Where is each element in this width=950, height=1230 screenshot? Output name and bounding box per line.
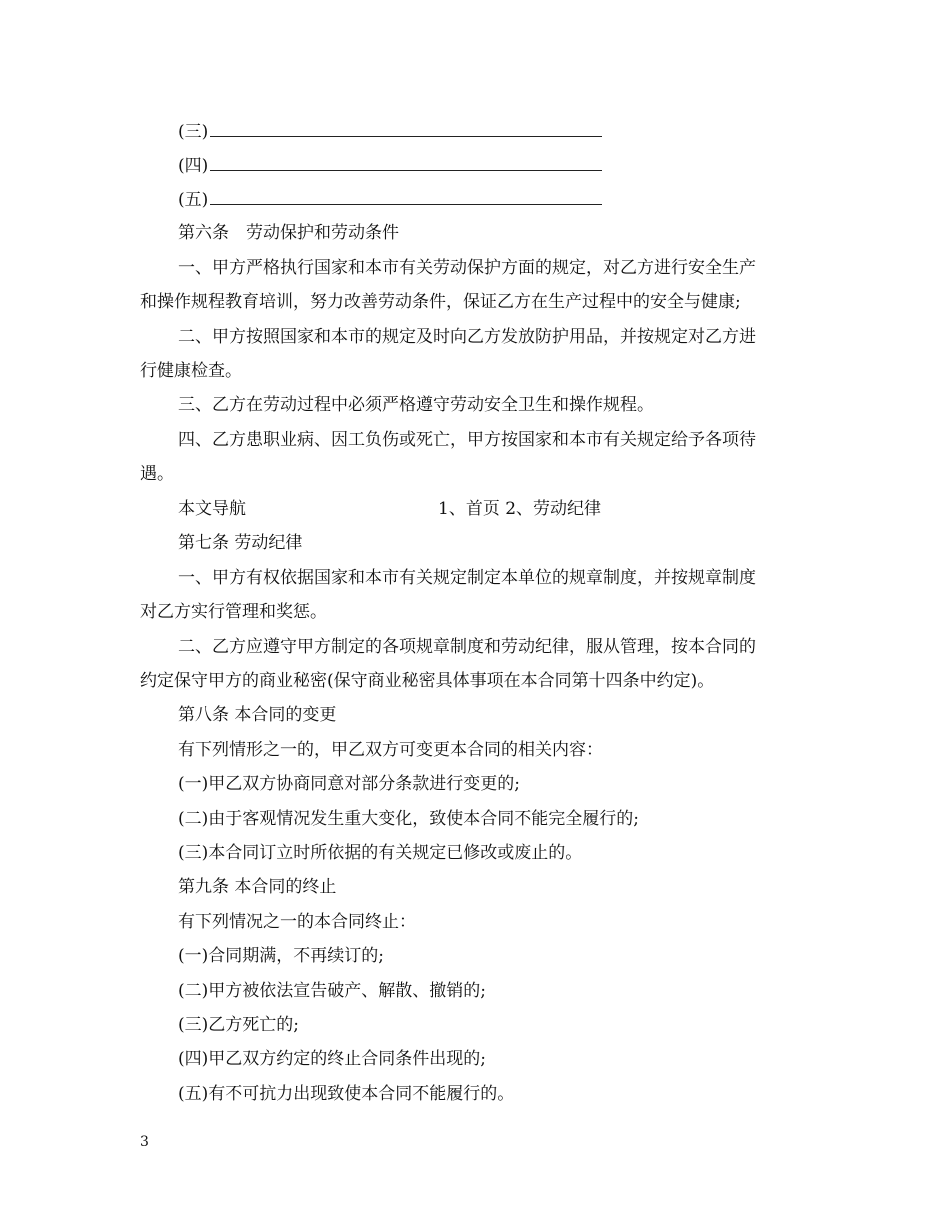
article-7-paragraph-1-cont: 对乙方实行管理和奖惩。 [140,602,327,622]
article-9-intro: 有下列情况之一的本合同终止： [178,912,416,932]
article-7-title: 第七条 劳动纪律 [178,533,303,553]
article-8-title: 第八条 本合同的变更 [178,705,337,725]
article-8-item: (二)由于客观情况发生重大变化，致使本合同不能完全履行的; [178,809,639,829]
fill-blank [210,188,602,205]
page-number: 3 [140,1134,149,1150]
article-6-paragraph-4: 四、乙方患职业病、因工负伤或死亡，甲方按国家和本市有关规定给予各项待 [178,430,756,450]
article-7-paragraph-1: 一、甲方有权依据国家和本市有关规定制定本单位的规章制度，并按规章制度 [178,568,756,588]
article-8-item: (一)甲乙双方协商同意对部分条款进行变更的; [178,774,520,794]
article-6-paragraph-1-cont: 和操作规程教育培训，努力改善劳动条件，保证乙方在生产过程中的安全与健康; [140,292,741,312]
fill-blank [210,154,602,171]
article-8-item: (三)本合同订立时所依据的有关规定已修改或废止的。 [178,843,583,863]
article-7-paragraph-2: 二、乙方应遵守甲方制定的各项规章制度和劳动纪律，服从管理，按本合同的 [178,637,756,657]
blank-line-3 [178,120,602,143]
blank-label: (三) [178,122,209,142]
article-7-paragraph-2-cont: 约定保守甲方的商业秘密(保守商业秘密具体事项在本合同第十四条中约定)。 [140,671,715,691]
blank-line-5 [178,188,602,211]
article-9-item: (四)甲乙双方约定的终止合同条件出现的; [178,1049,486,1069]
article-nav-links[interactable]: 1、首页 2、劳动纪律 [438,499,602,519]
article-9-item: (五)有不可抗力出现致使本合同不能履行的。 [178,1084,515,1104]
article-6-paragraph-1: 一、甲方严格执行国家和本市有关劳动保护方面的规定，对乙方进行安全生产 [178,258,756,278]
fill-blank [210,120,602,137]
article-9-title: 第九条 本合同的终止 [178,877,337,897]
article-9-item: (一)合同期满，不再续订的; [178,946,384,966]
blank-label: (四) [178,156,209,176]
article-9-item: (三)乙方死亡的; [178,1015,299,1035]
blank-label: (五) [178,190,209,210]
article-6-paragraph-4-cont: 遇。 [140,464,174,484]
article-6-paragraph-2-cont: 行健康检查。 [140,361,242,381]
article-6-paragraph-2: 二、甲方按照国家和本市的规定及时向乙方发放防护用品，并按规定对乙方进 [178,327,756,347]
article-6-paragraph-3: 三、乙方在劳动过程中必须严格遵守劳动安全卫生和操作规程。 [178,395,654,415]
article-8-intro: 有下列情形之一的，甲乙双方可变更本合同的相关内容： [178,740,603,760]
blank-line-4 [178,154,602,177]
article-nav-label: 本文导航 [178,499,246,519]
article-6-title: 第六条 劳动保护和劳动条件 [178,223,399,243]
article-9-item: (二)甲方被依法宣告破产、解散、撤销的; [178,981,486,1001]
